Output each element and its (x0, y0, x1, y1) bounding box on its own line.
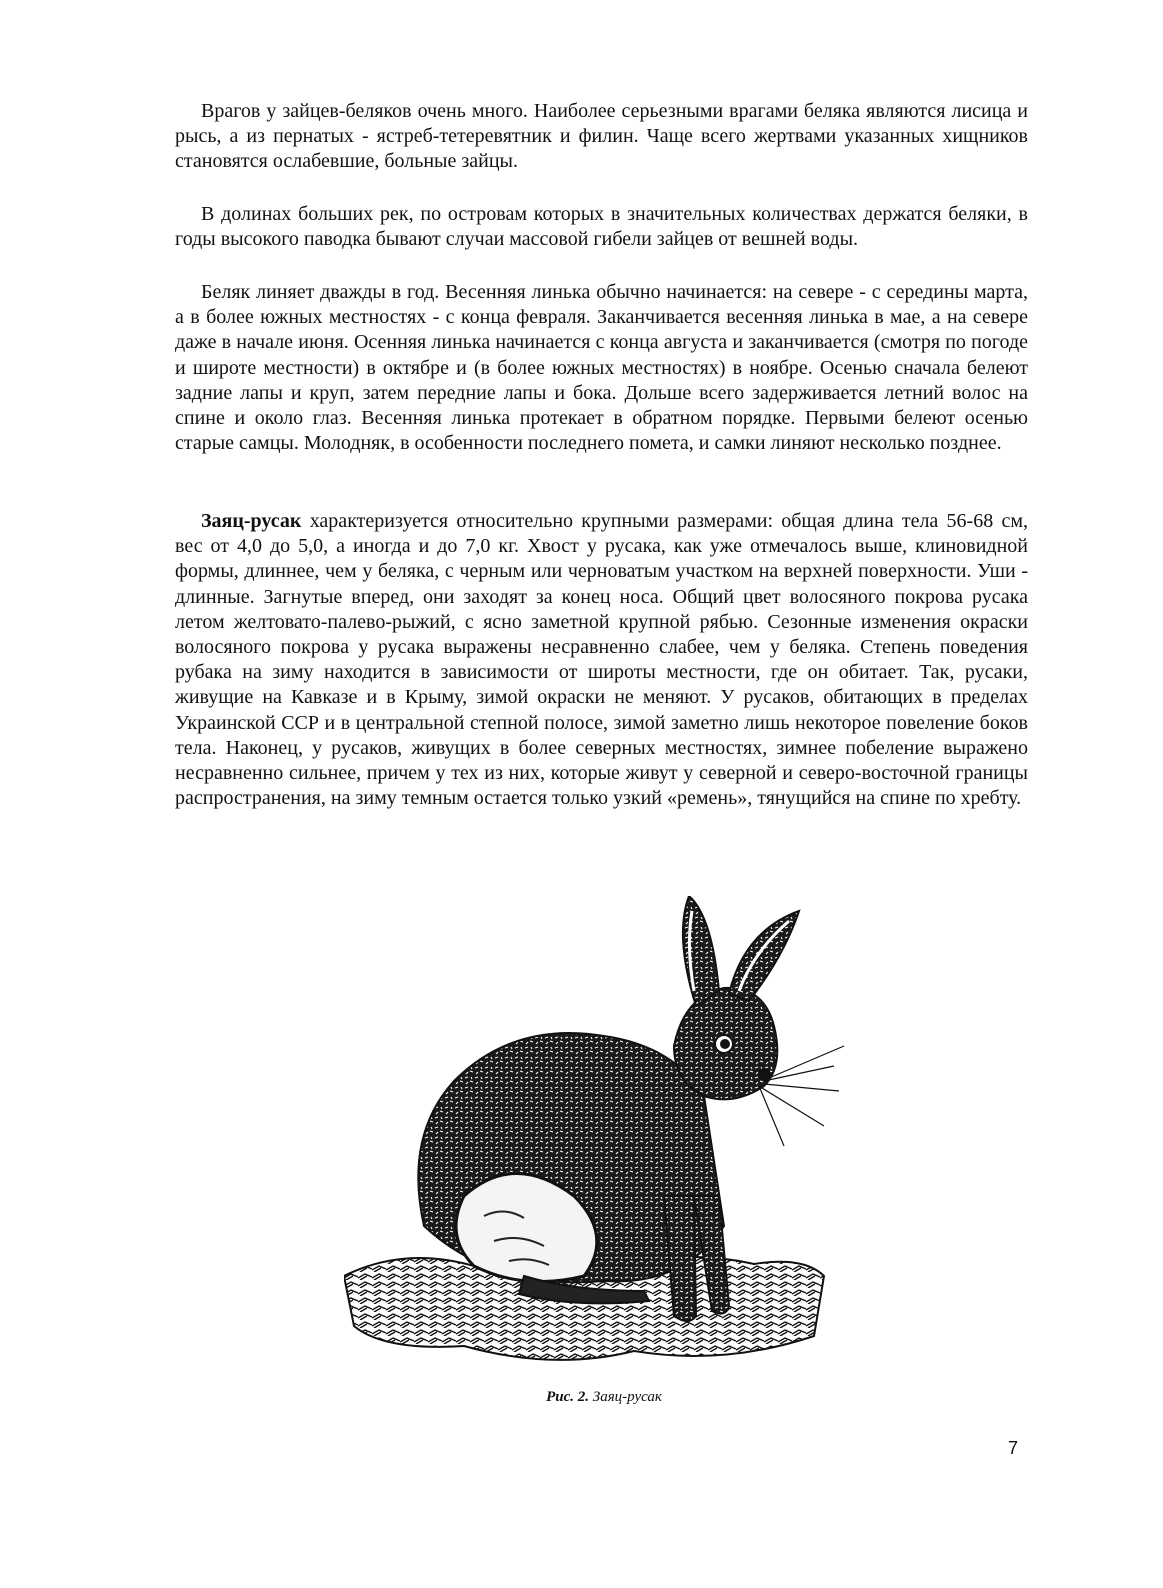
paragraph-molting (175, 280, 1028, 456)
paragraph-flood (175, 202, 1028, 252)
paragraph-text: Беляк линяет дважды в год. Весенняя линька обычно начинается: на севере - с середины марта, а в более южных местностях - с конца февраля. Заканчивается весенняя линька в мае, а на севере даже в начале июня. Осенняя линька начинается с конца августа и заканчивается (смотря по погоде и широте местности) в октябре и (в более южных местностях) в ноябре. Осенью сначала белеют задние лапы и круп, затем передние лапы и бока. Дольше всего задерживается летний волос на спине и около глаз. Весенняя линька протекает в обратном порядке. Первыми белеют осенью старые самцы. Молодняк, в особенности последнего помета, и самки линяют несколько позднее. (175, 281, 1028, 455)
paragraph-text: В долинах больших рек, по островам которых в значительных количествах держатся беляки, в годы высокого паводка бывают случаи массовой гибели зайцев от вешней воды. (175, 203, 1028, 251)
hare-illustration (344, 896, 864, 1388)
term-brown-hare: Заяц-русак (201, 510, 302, 532)
paragraph-brown-hare (175, 509, 1028, 811)
figure-caption (344, 1389, 864, 1406)
paragraph-body: характеризуется относительно крупными размерами: общая длина тела 56-68 см, вес от 4,0 до 5,0, а иногда и до 7,0 кг. Хвост у русака, как уже отмечалось выше, клиновидной формы, длиннее, чем у беляка, с черным или черноватым участком на верхней поверхности. Уши - длинные. Загнутые вперед, они заходят за конец носа. Общий цвет волосяного покрова русака летом желтовато-палево-рыжий, с ясно заметной крупной рябью. Сезонные изменения окраски волосяного покрова у русака выражены несравненно слабее, чем у беляка. Степень поведения рубака на зиму находится в зависимости от широты местности, где он обитает. Так, русаки, живущие на Кавказе и в Крыму, зимой окраски не меняют. У русаков, обитающих в пределах Украинской ССР и в центральной степной полосе, зимой заметно лишь некоторое повеление боков тела. Наконец, у русаков, живущих в более северных местностях, зимнее побеление выражено несравненно сильнее, причем у тех из них, которые живут у северной и северо-восточной границы распространения, на зиму темным остается только узкий «ремень», тянущийся на спине по хребту. (175, 510, 1028, 810)
figure-caption-text: Заяц-русак (589, 1389, 662, 1405)
figure-caption-number: Рис. 2. (546, 1389, 590, 1405)
paragraph-text: Врагов у зайцев-беляков очень много. Наиболее серьезными врагами беляка являются лисица и рысь, а из пернатых - ястреб-тетеревятник и филин. Чаще всего жертвами указанных хищников становятся ослабевшие, больные зайцы. (175, 100, 1028, 173)
paragraph-enemies (175, 99, 1028, 175)
paragraph-text (175, 509, 1028, 811)
page-number: 7 (1008, 1438, 1019, 1458)
